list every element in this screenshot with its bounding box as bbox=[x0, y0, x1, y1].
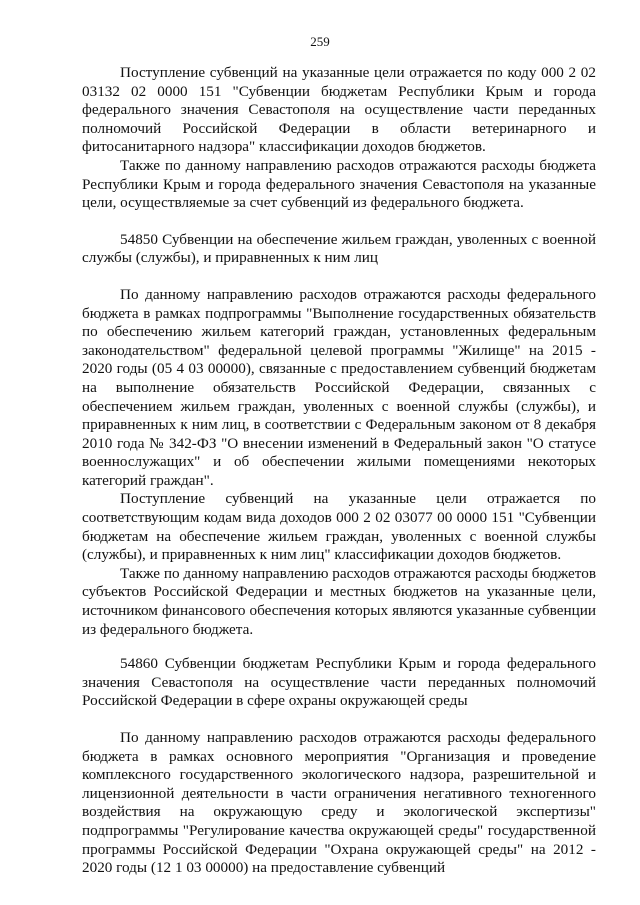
spacer bbox=[82, 639, 596, 655]
paragraph-crimea-expenses: Также по данному направлению расходов отражаются расходы бюджета Республики Крым и города федерального значения Севастополя на указанные цели, осуществляемые за счет субвенций из федерального бюджета. bbox=[82, 156, 596, 212]
spacer bbox=[82, 711, 596, 729]
paragraph-54850-description: По данному направлению расходов отражаются расходы федерального бюджета в рамках подпрограммы "Выполнение государственных обязательств по обеспечению жильем категорий граждан, установленных федеральным законодательством" федеральной целевой программы "Жилище" на 2015 - 2020 годы (05 4 03 00000), связанные с предоставлением субвенций бюджетам на выполнение обязательств Российской Федерации, связанных с обеспечением жильем граждан, уволенных с военной службы (службы), и приравненных к ним лиц, в соответствии с Федеральным законом от 8 декабря 2010 года № 342-ФЗ "О внесении изменений в Федеральный закон "О статусе военнослужащих" и об обеспечении жилыми помещениями некоторых категорий граждан". bbox=[82, 285, 596, 489]
document-body bbox=[82, 64, 596, 878]
paragraph-receipt-code-03132: Поступление субвенций на указанные цели отражается по коду 000 2 02 03132 02 0000 151 "Субвенции бюджетам Республики Крым и города федерального значения Севастополя на осуществление части переданных полномочий Российской Федерации в области ветеринарного и фитосанитарного надзора" классификации доходов бюджетов. bbox=[82, 64, 596, 156]
section-heading-54850: 54850 Субвенции на обеспечение жильем граждан, уволенных с военной службы (службы), и приравненных к ним лиц bbox=[82, 230, 596, 267]
section-heading-54860: 54860 Субвенции бюджетам Республики Крым и города федерального значения Севастополя на осуществление части переданных полномочий Российской Федерации в сфере охраны окружающей среды bbox=[82, 655, 596, 710]
paragraph-54860-description: По данному направлению расходов отражаются расходы федерального бюджета в рамках основного мероприятия "Организация и проведение комплексного государственного экологического надзора, разрешительной и лицензионной деятельности в части ограничения негативного техногенного воздействия на окружающую среду и экологической экспертизы" подпрограммы "Регулирование качества окружающей среды" государственной программы Российской Федерации "Охрана окружающей среды" на 2012 - 2020 годы (12 1 03 00000) на предоставление субвенций bbox=[82, 729, 596, 877]
spacer bbox=[82, 213, 596, 231]
page-number: 259 bbox=[310, 34, 330, 49]
paragraph-receipt-code-03077: Поступление субвенций на указанные цели отражается по соответствующим кодам вида доходов 000 2 02 03077 00 0000 151 "Субвенции бюджетам на обеспечение жильем граждан, уволенных с военной службы (службы), и приравненных к ним лиц" классификации доходов бюджетов. bbox=[82, 490, 596, 564]
paragraph-subjects-expenses: Также по данному направлению расходов отражаются расходы бюджетов субъектов Российской Федерации и местных бюджетов на указанные цели, источником финансового обеспечения которых являются указанные субвенции из федерального бюджета. bbox=[82, 564, 596, 638]
spacer bbox=[82, 268, 596, 286]
